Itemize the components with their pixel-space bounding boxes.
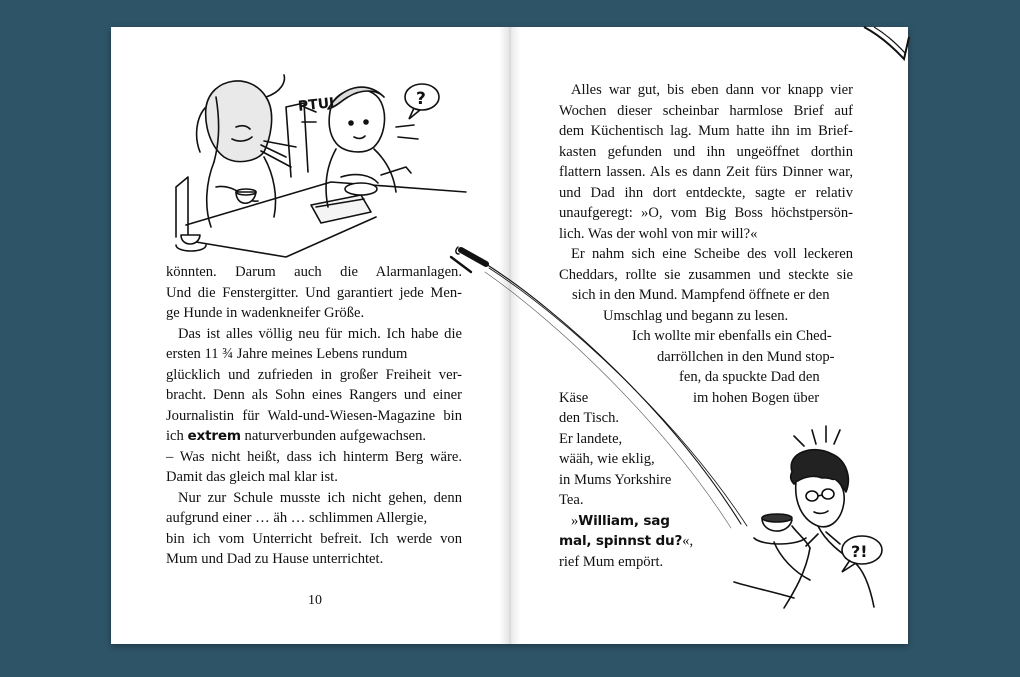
exclamation-quote: William, sag (578, 512, 670, 529)
text-line: Mum und Dad zu Hause unterrichtet. (166, 551, 384, 567)
text-line: bracht. Denn als Sohn eines Rangers und einer (166, 387, 462, 403)
text-line: ge Hunde in wadenkneifer Größe. (166, 305, 365, 321)
text-line-emphasis (166, 426, 462, 447)
text-line: und Dad ihn dort entdeckte, sagte er relativ (559, 184, 853, 201)
text-line: rief Mum empört. (559, 553, 664, 570)
sound-effect-ptui: PTUI (297, 95, 336, 115)
text-line: Alles war gut, bis eben dann vor knapp vier (571, 82, 853, 98)
text-line: glücklich und zufrieden in großer Freiheit ver- (166, 366, 462, 383)
text-line: ersten 11 ¾ Jahre meines Lebens rundum (166, 346, 408, 362)
exclamation-quote: mal, spinnst du? (559, 533, 683, 549)
breakfast-illustration (166, 67, 466, 267)
text-word: im hohen Bogen über (693, 389, 820, 406)
text-line: Wochen dieser scheinbar harmlose Brief auf (559, 102, 853, 119)
text-line: dem Küchentisch lag. Mum hatte ihn im Brief- (559, 123, 853, 139)
text-line: Ich wollte mir ebenfalls ein Ched- (632, 328, 832, 344)
text-line: Das ist alles völlig neu für mich. Ich habe die (178, 325, 462, 342)
text-line: fen, da spuckte Dad den (679, 369, 820, 385)
mum-illustration (714, 422, 904, 612)
text-line: bin ich vom Unterricht befreit. Ich werde von (166, 530, 462, 547)
text-line: Damit das gleich mal klar ist. (166, 469, 338, 485)
left-page-text (166, 262, 462, 570)
text-line: flattern lassen. Als es dann Zeit fürs Dinner war, (559, 164, 853, 180)
text-line: wääh, wie eklig, (559, 451, 655, 467)
text-line-split (559, 388, 853, 409)
page-corner-flourish (859, 27, 909, 67)
text-line: Tea. (559, 492, 584, 508)
quote-open: » (571, 512, 579, 529)
text-line: lich. Was der wohl von mir will?« (559, 225, 758, 242)
emphasis-word: extrem (187, 428, 241, 444)
text-line: sich in den Mund. Mampfend öffnete er den (572, 287, 830, 303)
text-line: kasten gefunden und ihn ungeöffnet dorthin (559, 143, 853, 160)
text-line: unaufgeregt: »O, vom Big Boss höchstpersön- (559, 205, 853, 221)
text-suffix: naturverbunden aufgewachsen. (244, 428, 427, 444)
book-spread (111, 27, 908, 644)
right-page (509, 27, 908, 644)
quote-close: «, (682, 533, 694, 549)
text-line: den Tisch. (559, 410, 620, 426)
text-line: – Was nicht heißt, dass ich hinterm Berg wäre. (166, 448, 462, 465)
text-line: Umschlag und begann zu lesen. (603, 307, 789, 324)
speech-bubble-question: ? (416, 89, 426, 109)
text-line: Und die Fenstergitter. Und garantiert jede Men- (166, 284, 462, 301)
text-line: in Mums Yorkshire (559, 471, 672, 488)
text-line: Cheddars, rollte sie zusammen und steckte sie (559, 266, 853, 283)
text-line: darröllchen in den Mund stop- (657, 348, 835, 365)
page-number: 10 (308, 593, 322, 608)
speech-bubble-exclaim: ?! (851, 542, 868, 561)
text-line: aufgrund einer … äh … schlimmen Allergie, (166, 510, 428, 526)
text-line: könnten. Darum auch die Alarmanlagen. (166, 264, 462, 280)
text-prefix: ich (166, 428, 184, 444)
text-line: Er nahm sich eine Scheibe des voll leckeren (571, 246, 853, 262)
text-word: Käse (559, 389, 589, 406)
text-line: Er landete, (559, 430, 623, 447)
text-line: Journalistin für Wald-und-Wiesen-Magazine bin (166, 407, 462, 424)
text-line: Nur zur Schule musste ich nicht gehen, denn (178, 489, 462, 506)
